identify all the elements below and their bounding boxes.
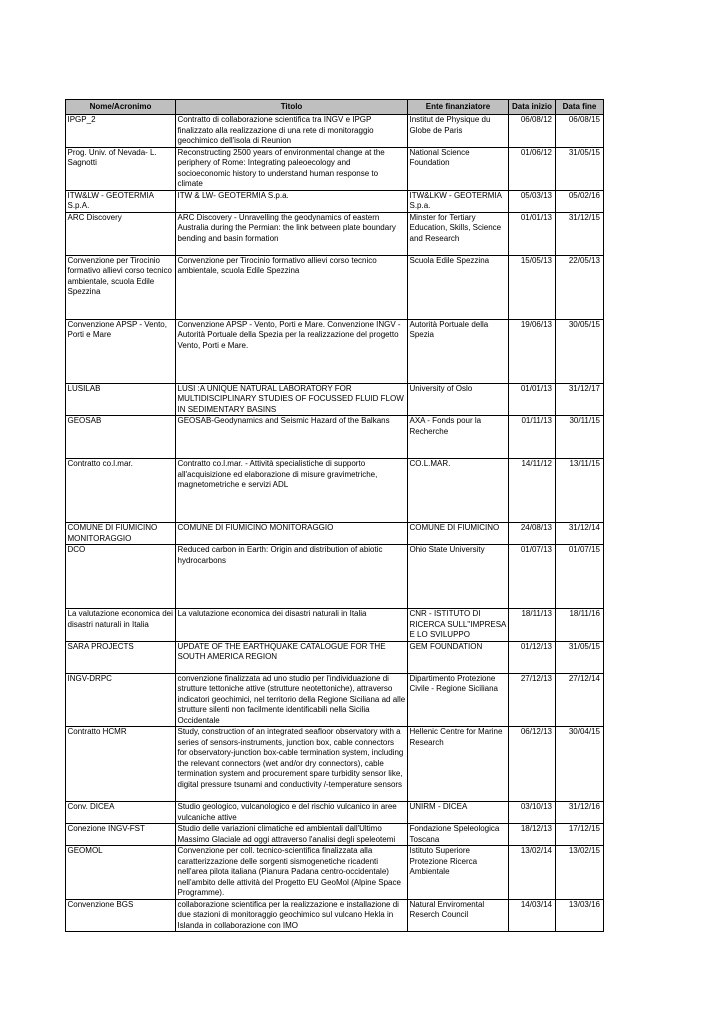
cell-data-inizio: 15/05/13 — [509, 255, 556, 319]
cell-data-fine: 31/12/14 — [556, 523, 604, 545]
header-titolo: Titolo — [176, 100, 408, 115]
projects-table — [65, 99, 604, 932]
cell-data-fine: 30/11/15 — [556, 416, 604, 459]
cell-ente: UNIRM - DICEA — [408, 802, 509, 824]
cell-nome: SARA PROJECTS — [66, 641, 176, 673]
cell-data-fine: 31/05/15 — [556, 641, 604, 673]
cell-data-inizio: 01/07/13 — [509, 545, 556, 609]
cell-data-fine: 31/12/16 — [556, 802, 604, 824]
cell-nome: ITW&LW - GEOTERMIA S.p.A. — [66, 190, 176, 212]
cell-nome: GEOSAB — [66, 416, 176, 459]
cell-ente: Scuola Edile Spezzina — [408, 255, 509, 319]
cell-nome: Convenzione BGS — [66, 899, 176, 932]
cell-data-inizio: 06/12/13 — [509, 727, 556, 802]
table-row — [66, 319, 604, 383]
cell-titolo: COMUNE DI FIUMICINO MONITORAGGIO — [176, 523, 408, 545]
cell-data-fine: 30/04/15 — [556, 727, 604, 802]
cell-titolo: Reconstructing 2500 years of environmental change at the periphery of Rome: Integrating paleoecology and socioeconomic history to understand human response to climate — [176, 147, 408, 190]
cell-data-inizio: 05/03/13 — [509, 190, 556, 212]
cell-data-fine: 17/12/15 — [556, 824, 604, 846]
cell-titolo: Convenzione per coll. tecnico-scientifica finalizzata alla caratterizzazione delle sorgenti sismogenetiche ricadenti nell'area pilota italiana (Pianura Padana centro-occidentale) nell'ambito delle attività del Progetto EU GeoMol (Alpine Space Programme). — [176, 846, 408, 900]
cell-nome: Prog. Univ. of Nevada- L. Sagnotti — [66, 147, 176, 190]
cell-ente: AXA - Fonds pour la Recherche — [408, 416, 509, 459]
table-row — [66, 802, 604, 824]
cell-data-fine: 30/05/15 — [556, 319, 604, 383]
cell-nome: COMUNE DI FIUMICINO MONITORAGGIO — [66, 523, 176, 545]
cell-nome: Contratto HCMR — [66, 727, 176, 802]
cell-titolo: ITW & LW- GEOTERMIA S.p.a. — [176, 190, 408, 212]
cell-data-fine: 01/07/15 — [556, 545, 604, 609]
cell-ente: Institut de Physique du Globe de Paris — [408, 115, 509, 148]
cell-nome: La valutazione economica dei disastri naturali in Italia — [66, 609, 176, 642]
cell-ente: Autorità Portuale della Spezia — [408, 319, 509, 383]
header-data-inizio: Data inizio — [509, 100, 556, 115]
cell-titolo: ARC Discovery - Unravelling the geodynamics of eastern Australia during the Permian: the link between plate boundary bending and basin formation — [176, 212, 408, 255]
projects-sheet — [65, 99, 603, 932]
cell-data-inizio: 01/12/13 — [509, 641, 556, 673]
cell-ente: CO.L.MAR. — [408, 459, 509, 523]
cell-nome: DCO — [66, 545, 176, 609]
cell-ente: Ohio State University — [408, 545, 509, 609]
cell-data-inizio: 18/12/13 — [509, 824, 556, 846]
cell-data-fine: 31/12/17 — [556, 383, 604, 416]
cell-data-fine: 18/11/16 — [556, 609, 604, 642]
cell-ente: CNR - ISTITUTO DI RICERCA SULL''IMPRESA E LO SVILUPPO — [408, 609, 509, 642]
table-row — [66, 609, 604, 642]
cell-titolo: UPDATE OF THE EARTHQUAKE CATALOGUE FOR THE SOUTH AMERICA REGION — [176, 641, 408, 673]
cell-data-inizio: 27/12/13 — [509, 673, 556, 727]
table-row — [66, 383, 604, 416]
table-row — [66, 899, 604, 932]
header-data-fine: Data fine — [556, 100, 604, 115]
table-row — [66, 416, 604, 459]
cell-titolo: Contratto co.l.mar. - Attività specialistiche di supporto all'acquisizione ed elaborazione di misure gravimetriche, magnetometriche e servizi ADL — [176, 459, 408, 523]
cell-titolo: Studio delle variazioni climatiche ed ambientali dall'Ultimo Massimo Glaciale ad oggi attraverso l'analisi degli speleotemi — [176, 824, 408, 846]
cell-data-inizio: 01/01/13 — [509, 212, 556, 255]
cell-nome: ARC Discovery — [66, 212, 176, 255]
cell-data-inizio: 19/06/13 — [509, 319, 556, 383]
cell-data-fine: 06/08/15 — [556, 115, 604, 148]
cell-data-inizio: 06/08/12 — [509, 115, 556, 148]
cell-data-fine: 13/03/16 — [556, 899, 604, 932]
cell-ente: Dipartimento Protezione Civile - Regione Siciliana — [408, 673, 509, 727]
cell-ente: Natural Enviromental Reserch Council — [408, 899, 509, 932]
table-row — [66, 523, 604, 545]
cell-titolo: LUSI :A UNIQUE NATURAL LABORATORY FOR MULTIDISCIPLINARY STUDIES OF FOCUSSED FLUID FLOW IN SEDIMENTARY BASINS — [176, 383, 408, 416]
cell-titolo: convenzione finalizzata ad uno studio per l'individuazione di strutture tettoniche attive (strutture neotettoniche), attraverso indicatori geochimici, nel territorio della Regione Siciliana ad alle strutture silenti non facilmente identificabili nella Sicilia Occidentale — [176, 673, 408, 727]
cell-nome: Convenzione per Tirocinio formativo allievi corso tecnico ambientale, scuola Edile Spezzina — [66, 255, 176, 319]
cell-data-inizio: 14/11/12 — [509, 459, 556, 523]
table-row — [66, 545, 604, 609]
cell-data-inizio: 01/11/13 — [509, 416, 556, 459]
cell-data-fine: 05/02/16 — [556, 190, 604, 212]
table-row — [66, 641, 604, 673]
cell-titolo: collaborazione scientifica per la realizzazione e installazione di due stazioni di monitoraggio geochimico sul vulcano Hekla in Islanda in collaborazione con IMO — [176, 899, 408, 932]
cell-titolo: Contratto di collaborazione scientifica tra INGV e IPGP finalizzato alla realizzazione di una rete di monitoraggio geochimico dell'isola di Reunion — [176, 115, 408, 148]
table-row — [66, 824, 604, 846]
cell-ente: Fondazione Speleologica Toscana — [408, 824, 509, 846]
cell-data-inizio: 24/08/13 — [509, 523, 556, 545]
cell-data-fine: 13/11/15 — [556, 459, 604, 523]
cell-ente: ITW&LKW - GEOTERMIA S.p.a. — [408, 190, 509, 212]
cell-data-inizio: 01/06/12 — [509, 147, 556, 190]
cell-titolo: Studio geologico, vulcanologico e del rischio vulcanico in aree vulcaniche attive — [176, 802, 408, 824]
cell-nome: INGV-DRPC — [66, 673, 176, 727]
table-row — [66, 115, 604, 148]
cell-data-inizio: 13/02/14 — [509, 846, 556, 900]
cell-data-inizio: 14/03/14 — [509, 899, 556, 932]
cell-data-fine: 27/12/14 — [556, 673, 604, 727]
cell-nome: IPGP_2 — [66, 115, 176, 148]
cell-ente: University of Oslo — [408, 383, 509, 416]
table-row — [66, 673, 604, 727]
header-row — [66, 100, 604, 115]
table-row — [66, 147, 604, 190]
cell-data-fine: 31/12/15 — [556, 212, 604, 255]
cell-titolo: Convenzione APSP - Vento, Porti e Mare. Convenzione INGV - Autorità Portuale della Spezia per la realizzazione del progetto Vento, Porti e Mare. — [176, 319, 408, 383]
cell-data-inizio: 18/11/13 — [509, 609, 556, 642]
cell-data-fine: 31/05/15 — [556, 147, 604, 190]
cell-data-fine: 13/02/15 — [556, 846, 604, 900]
cell-data-inizio: 01/01/13 — [509, 383, 556, 416]
table-body — [66, 115, 604, 932]
cell-ente: GEM FOUNDATION — [408, 641, 509, 673]
cell-ente: Minster for Tertiary Education, Skills, Science and Research — [408, 212, 509, 255]
table-row — [66, 459, 604, 523]
header-nome: Nome/Acronimo — [66, 100, 176, 115]
cell-titolo: Convenzione per Tirocinio formativo allievi corso tecnico ambientale, scuola Edile Spezzina — [176, 255, 408, 319]
cell-nome: GEOMOL — [66, 846, 176, 900]
table-row — [66, 190, 604, 212]
table-row — [66, 212, 604, 255]
cell-titolo: GEOSAB-Geodynamics and Seismic Hazard of the Balkans — [176, 416, 408, 459]
table-row — [66, 255, 604, 319]
cell-nome: Convenzione APSP - Vento, Porti e Mare — [66, 319, 176, 383]
cell-data-fine: 22/05/13 — [556, 255, 604, 319]
cell-ente: National Science Foundation — [408, 147, 509, 190]
cell-nome: LUSILAB — [66, 383, 176, 416]
cell-titolo: Study, construction of an integrated seafloor observatory with a series of sensors-instruments, junction box, cable connectors for observatory-junction box-cable termination system, including the relevant connectors (wet and/or dry connectors), cable termination system and procurement spare turbidity sensor like, digital pressure tsunami and conductivity /-temperature sensors — [176, 727, 408, 802]
cell-nome: Conezione INGV-FST — [66, 824, 176, 846]
cell-titolo: Reduced carbon in Earth: Origin and distribution of abiotic hydrocarbons — [176, 545, 408, 609]
cell-ente: Hellenic Centre for Marine Research — [408, 727, 509, 802]
table-row — [66, 846, 604, 900]
cell-nome: Conv. DICEA — [66, 802, 176, 824]
header-ente: Ente finanziatore — [408, 100, 509, 115]
cell-ente: Istituto Superiore Protezione Ricerca Ambientale — [408, 846, 509, 900]
cell-nome: Contratto co.l.mar. — [66, 459, 176, 523]
cell-data-inizio: 03/10/13 — [509, 802, 556, 824]
table-row — [66, 727, 604, 802]
cell-titolo: La valutazione economica dei disastri naturali in Italia — [176, 609, 408, 642]
cell-ente: COMUNE DI FIUMICINO — [408, 523, 509, 545]
